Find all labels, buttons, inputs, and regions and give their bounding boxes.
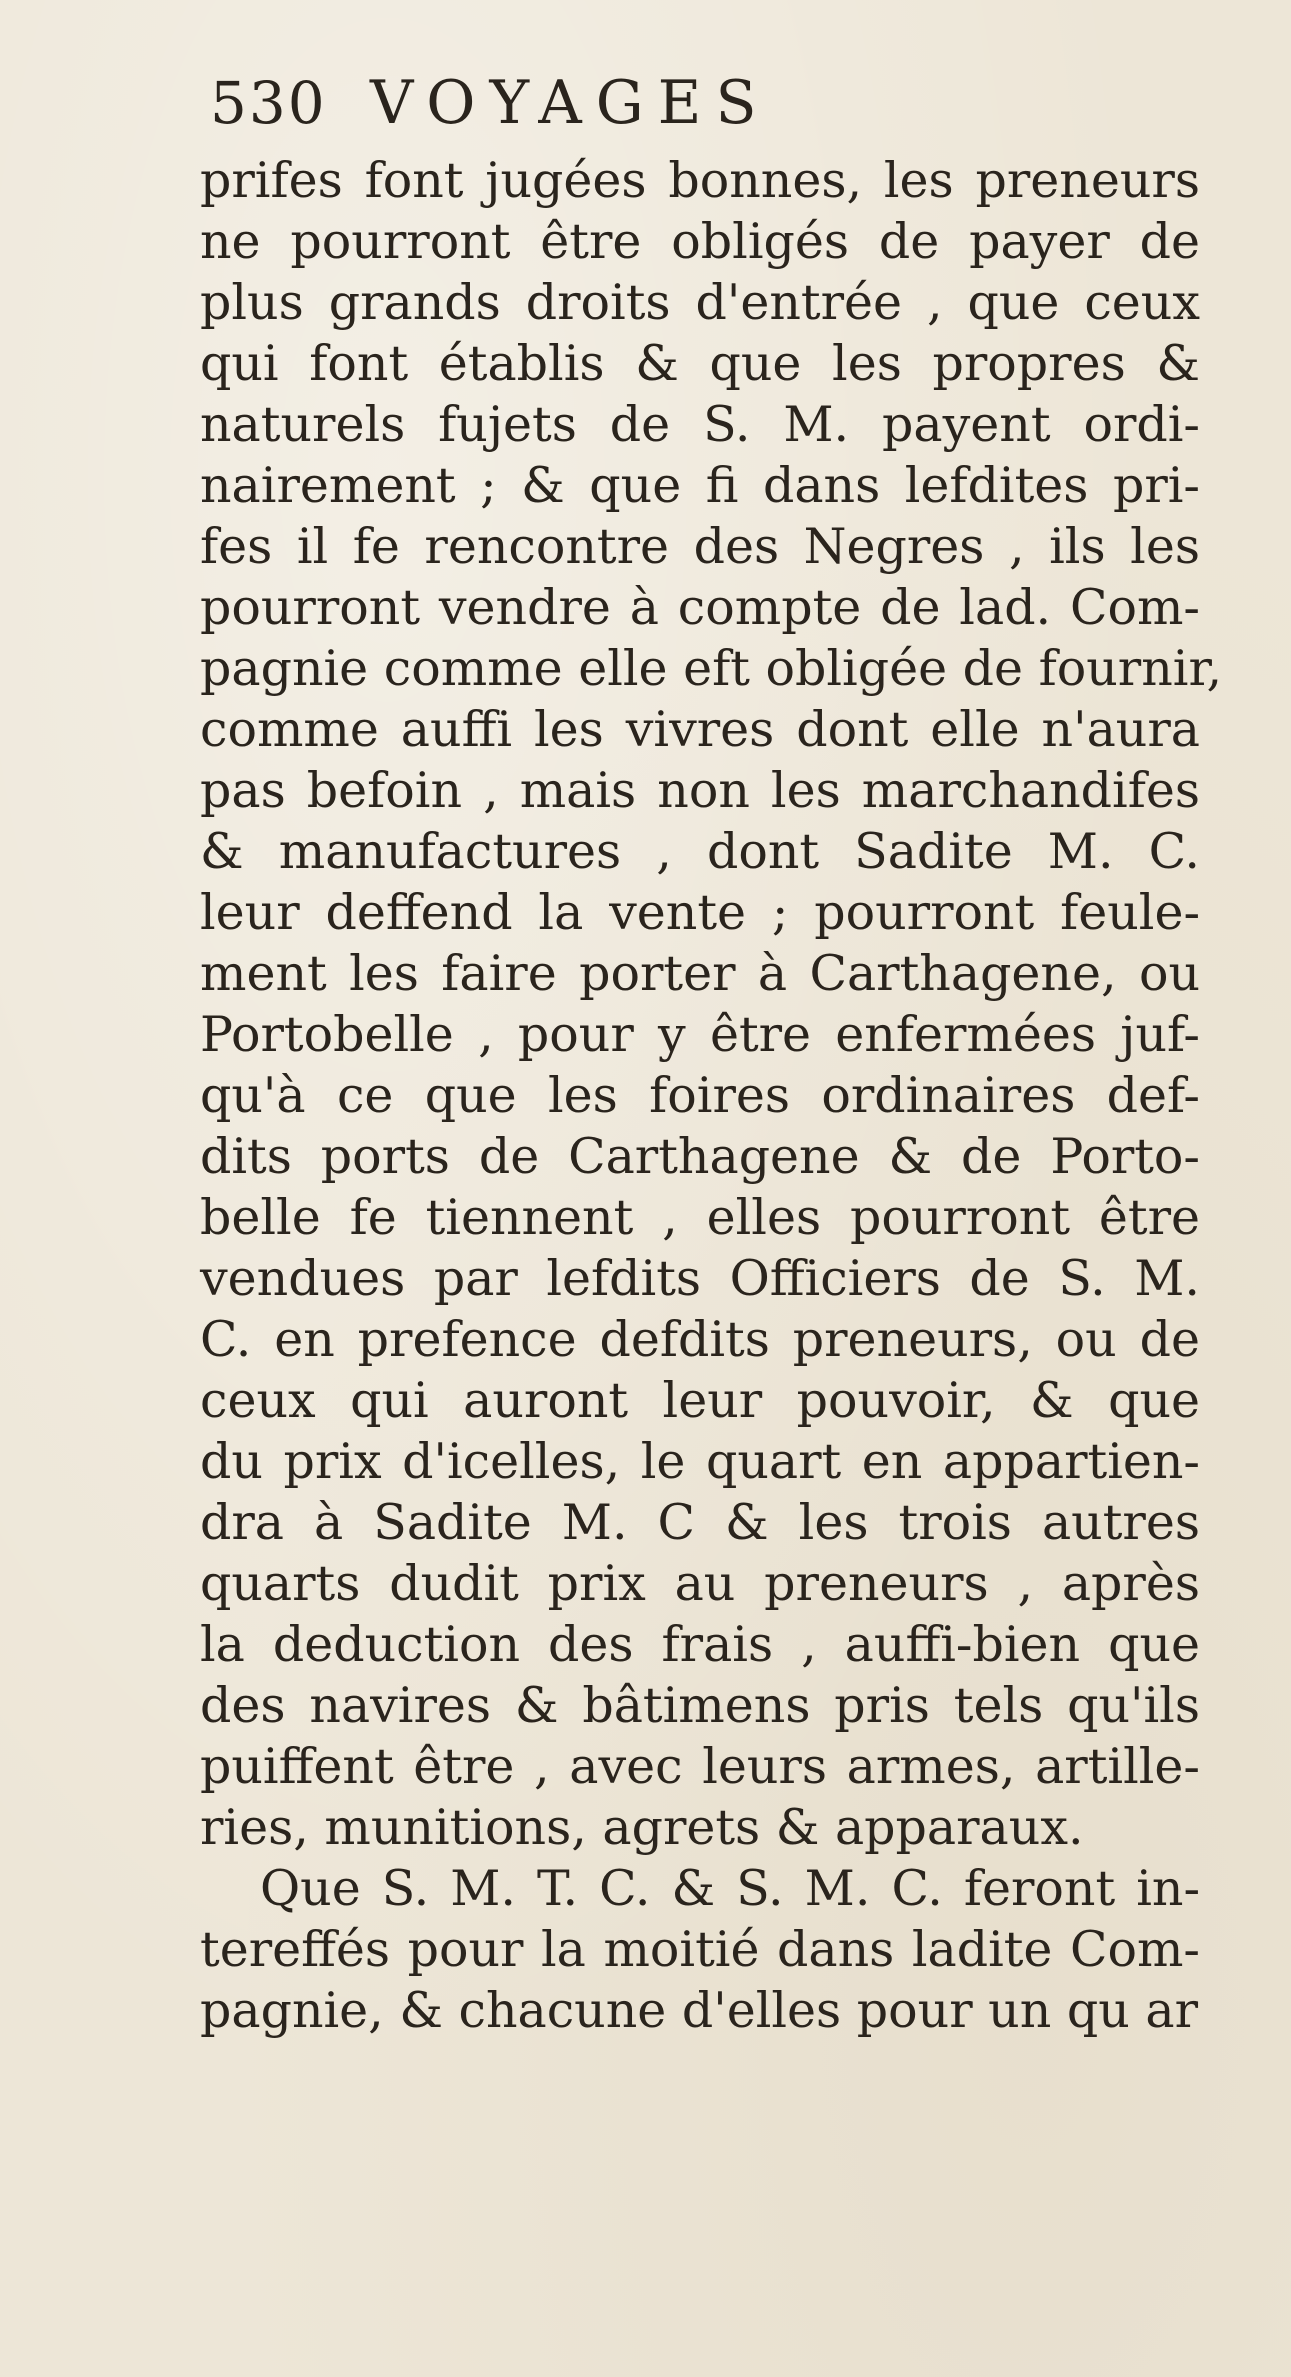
text-line: comme auffi les vivres dont elle n'aura: [200, 701, 1200, 758]
text-line: ment les faire porter à Carthagene, ou: [200, 945, 1200, 1002]
page-number: 530: [210, 69, 327, 137]
text-line: nairement ; & que fi dans lefdites pri-: [200, 457, 1200, 514]
running-head: VOYAGES: [370, 68, 771, 138]
text-line: Que S. M. T. C. & S. M. C. feront in-: [260, 1860, 1200, 1917]
text-line: qu'à ce que les foires ordinaires def-: [200, 1067, 1200, 1124]
text-line: du prix d'icelles, le quart en appartien-: [200, 1433, 1200, 1490]
text-line: ries, munitions, agrets & apparaux.: [200, 1799, 1084, 1856]
text-line: vendues par lefdits Officiers de S. M.: [200, 1250, 1200, 1307]
text-line: & manufactures , dont Sadite M. C.: [200, 823, 1200, 880]
text-line: plus grands droits d'entrée , que ceux: [200, 274, 1200, 331]
text-line: pas befoin , mais non les marchandifes: [200, 762, 1200, 819]
text-line: naturels fujets de S. M. payent ordi-: [200, 396, 1200, 453]
text-line: ceux qui auront leur pouvoir, & que: [200, 1372, 1200, 1429]
text-line: dits ports de Carthagene & de Porto-: [200, 1128, 1200, 1185]
text-line: des navires & bâtimens pris tels qu'ils: [200, 1677, 1200, 1734]
text-line: Portobelle , pour y être enfermées juf-: [200, 1006, 1200, 1063]
text-line: leur deffend la vente ; pourront feule-: [200, 884, 1200, 941]
text-line: prifes font jugées bonnes, les preneurs: [200, 152, 1200, 209]
text-line: pourront vendre à compte de lad. Com-: [200, 579, 1200, 636]
text-line: dra à Sadite M. C & les trois autres: [200, 1494, 1200, 1551]
text-line: la deduction des frais , auffi-bien que: [200, 1616, 1200, 1673]
text-line: puiffent être , avec leurs armes, artille-: [200, 1738, 1200, 1795]
text-line: qui font établis & que les propres &: [200, 335, 1200, 392]
text-line: fes il fe rencontre des Negres , ils les: [200, 518, 1200, 575]
page-header: [210, 68, 771, 148]
text-line: quarts dudit prix au preneurs , après: [200, 1555, 1200, 1612]
text-line: belle fe tiennent , elles pourront être: [200, 1189, 1200, 1246]
body-text: [200, 150, 1223, 2041]
text-line: pagnie, & chacune d'elles pour un qu ar: [200, 1982, 1199, 2039]
text-line: tereffés pour la moitié dans ladite Com-: [200, 1921, 1200, 1978]
text-line: ne pourront être obligés de payer de: [200, 213, 1200, 270]
text-line: pagnie comme elle eft obligée de fournir,: [200, 640, 1223, 697]
text-line: C. en prefence defdits preneurs, ou de: [200, 1311, 1200, 1368]
